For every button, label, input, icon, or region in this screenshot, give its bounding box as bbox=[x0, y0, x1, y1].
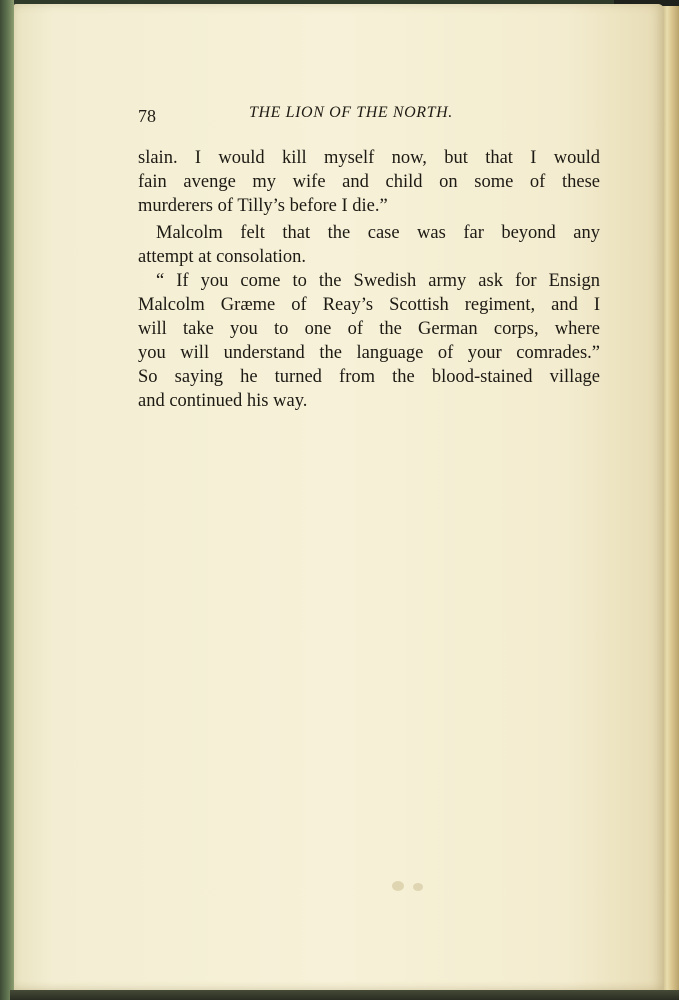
ink-smudge bbox=[388, 876, 430, 896]
text-line: Malcolm Græme of Reay’s Scottish regiment, and I bbox=[138, 295, 600, 315]
page-stack-edge bbox=[662, 6, 679, 996]
paragraph bbox=[138, 221, 600, 269]
text-line: attempt at consolation. bbox=[138, 247, 306, 267]
text-line: murderers of Tilly’s before I die.” bbox=[138, 196, 388, 216]
page-number: 78 bbox=[138, 106, 156, 126]
text-line: and continued his way. bbox=[138, 391, 308, 411]
body-text bbox=[138, 146, 600, 413]
running-title: THE LION OF THE NORTH. bbox=[249, 104, 453, 121]
text-line: will take you to one of the German corps, where bbox=[138, 319, 600, 339]
text-line: Malcolm felt that the case was far beyond any bbox=[156, 223, 600, 243]
book-bottom-edge bbox=[10, 990, 679, 1000]
text-line: slain. I would kill myself now, but that I would bbox=[138, 148, 600, 168]
paragraph bbox=[138, 146, 600, 218]
text-line: you will understand the language of your comrades.” bbox=[138, 343, 600, 363]
text-line: “ If you come to the Swedish army ask for Ensign bbox=[156, 271, 600, 291]
text-line: fain avenge my wife and child on some of these bbox=[138, 172, 600, 192]
paragraph bbox=[138, 269, 600, 413]
page-header bbox=[138, 104, 593, 128]
text-line: So saying he turned from the blood-stained village bbox=[138, 367, 600, 387]
